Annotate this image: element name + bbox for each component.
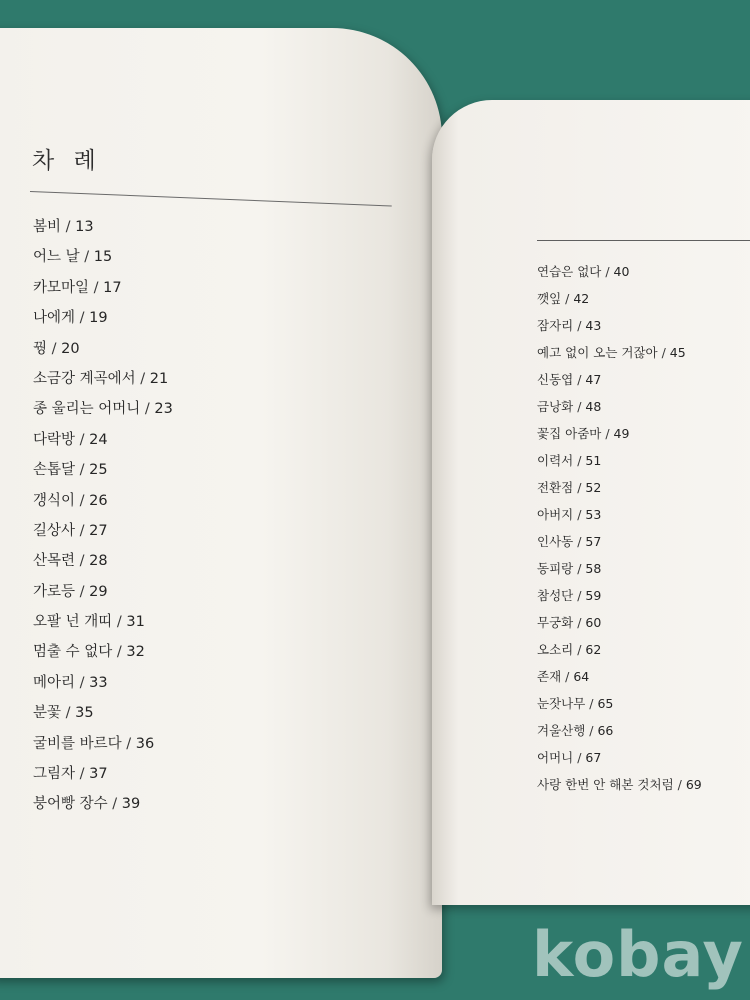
toc-entry <box>33 793 173 823</box>
toc-entry-title: 깻잎 <box>537 291 562 306</box>
toc-entry-title: 무궁화 <box>537 615 574 630</box>
toc-entry <box>33 338 173 368</box>
toc-entry <box>537 424 702 451</box>
toc-entry-title: 존재 <box>537 669 562 684</box>
toc-entry-separator: / <box>107 796 122 813</box>
toc-entry-separator: / <box>135 370 150 387</box>
toc-entry-title: 손톱달 <box>33 462 76 479</box>
toc-entry-separator: / <box>75 310 90 327</box>
toc-entry-separator: / <box>573 507 586 522</box>
toc-entry-separator: / <box>601 264 614 279</box>
toc-entry-page-number: 45 <box>669 345 686 360</box>
toc-entry-title: 사랑 한번 안 해본 것처럼 <box>537 777 674 792</box>
toc-entry-title: 소금강 계곡에서 <box>33 370 136 387</box>
toc-entry-title: 멈출 수 없다 <box>33 644 113 661</box>
toc-entry <box>537 694 702 721</box>
toc-entry <box>537 748 702 775</box>
toc-entry-page-number: 57 <box>585 534 602 549</box>
toc-entry <box>33 550 173 580</box>
toc-entry <box>33 581 173 611</box>
toc-entry-title: 길상사 <box>33 522 76 539</box>
toc-entry-page-number: 49 <box>613 426 630 441</box>
toc-entry-separator: / <box>657 345 670 360</box>
toc-entry-page-number: 36 <box>135 735 155 752</box>
toc-entry <box>33 277 173 307</box>
toc-entry <box>33 490 173 520</box>
toc-entry-title: 분꽃 <box>33 705 62 722</box>
toc-entry <box>33 459 173 489</box>
toc-entry-title: 산목련 <box>33 553 76 570</box>
toc-entry <box>537 613 702 640</box>
toc-entry-page-number: 53 <box>585 507 602 522</box>
toc-entry-title: 어머니 <box>537 750 574 765</box>
toc-entry <box>33 216 173 246</box>
toc-entry-page-number: 32 <box>126 644 145 661</box>
toc-entry-title: 종 울리는 어머니 <box>33 401 141 418</box>
toc-entry-page-number: 25 <box>89 462 108 479</box>
toc-entry <box>537 640 702 667</box>
toc-entry-separator: / <box>573 453 586 468</box>
toc-entry-separator: / <box>75 766 90 783</box>
toc-entry-separator: / <box>673 777 686 792</box>
toc-entry <box>33 429 173 459</box>
toc-entry-page-number: 15 <box>93 249 113 266</box>
toc-entry-title: 겨울산행 <box>537 723 586 738</box>
toc-entry-page-number: 19 <box>89 310 108 327</box>
toc-entry-separator: / <box>585 723 598 738</box>
toc-entry-title: 카모마일 <box>33 279 90 296</box>
toc-entry-title: 그림자 <box>33 766 76 783</box>
toc-entry-separator: / <box>140 401 155 418</box>
toc-entry-page-number: 31 <box>126 614 145 631</box>
toc-entry-page-number: 43 <box>585 318 602 333</box>
toc-entry <box>537 721 702 748</box>
toc-entry-page-number: 69 <box>685 777 702 792</box>
toc-entry <box>33 763 173 793</box>
toc-entry-page-number: 23 <box>154 401 173 418</box>
toc-entry-title: 동피랑 <box>537 561 574 576</box>
toc-entry-page-number: 29 <box>89 583 108 600</box>
toc-entry-page-number: 52 <box>585 480 602 495</box>
toc-entry <box>537 532 702 559</box>
toc-entry <box>537 451 702 478</box>
toc-entry-page-number: 21 <box>149 370 169 387</box>
toc-entry-page-number: 17 <box>103 279 122 296</box>
toc-entry-separator: / <box>75 553 90 570</box>
toc-entry <box>33 611 173 641</box>
toc-entry-page-number: 28 <box>89 553 108 570</box>
toc-entry-title: 꽃집 아줌마 <box>537 426 602 441</box>
toc-entry-separator: / <box>561 669 574 684</box>
toc-entry-page-number: 42 <box>573 291 590 306</box>
toc-entry-page-number: 51 <box>585 453 602 468</box>
toc-entry-page-number: 59 <box>585 588 602 603</box>
toc-entry-separator: / <box>61 705 76 722</box>
toc-entry-title: 이력서 <box>537 453 574 468</box>
toc-entry-title: 오팔 넌 개띠 <box>33 614 113 631</box>
toc-entry-separator: / <box>47 340 62 357</box>
toc-entry <box>33 368 173 398</box>
toc-entry <box>33 246 173 276</box>
toc-entry-title: 예고 없이 오는 거잖아 <box>537 345 658 360</box>
toc-entry <box>33 672 173 702</box>
toc-entry-title: 봄비 <box>33 219 62 235</box>
toc-entry-separator: / <box>573 399 586 414</box>
toc-entry-page-number: 33 <box>89 674 108 691</box>
toc-entry-page-number: 62 <box>585 642 602 657</box>
toc-entry-title: 인사동 <box>537 534 574 549</box>
toc-entry-separator: / <box>75 462 90 479</box>
toc-title: 차 례 <box>32 148 102 174</box>
toc-entry <box>537 343 702 370</box>
toc-entry-title: 갱식이 <box>33 492 76 509</box>
toc-entry-page-number: 47 <box>585 372 602 387</box>
toc-entry-page-number: 40 <box>613 264 630 279</box>
toc-entry-separator: / <box>61 219 76 235</box>
toc-entry-title: 어느 날 <box>33 249 80 266</box>
toc-entry-title: 신동엽 <box>537 372 574 387</box>
toc-entry-page-number: 64 <box>573 669 590 684</box>
toc-entry <box>537 397 702 424</box>
toc-entry <box>33 520 173 550</box>
toc-entry-separator: / <box>561 291 574 306</box>
toc-entry <box>537 505 702 532</box>
toc-entry-separator: / <box>573 588 586 603</box>
toc-entry-title: 아버지 <box>537 507 574 522</box>
toc-entry-separator: / <box>573 561 586 576</box>
toc-entry-page-number: 27 <box>89 522 108 539</box>
toc-entry <box>33 398 173 428</box>
toc-entry-title: 가로등 <box>33 583 76 600</box>
toc-entry-page-number: 67 <box>585 750 602 765</box>
toc-entry <box>33 307 173 337</box>
toc-entry-title: 붕어빵 장수 <box>33 796 108 813</box>
toc-entry-separator: / <box>573 318 586 333</box>
toc-entry-separator: / <box>112 644 127 661</box>
toc-entry-separator: / <box>601 426 614 441</box>
toc-entry-separator: / <box>75 674 90 691</box>
toc-entry-page-number: 58 <box>585 561 602 576</box>
toc-list-right <box>537 262 702 802</box>
toc-entry <box>33 641 173 671</box>
toc-entry-page-number: 13 <box>75 219 94 235</box>
toc-entry-title: 굴비를 바르다 <box>33 735 122 752</box>
toc-entry-separator: / <box>573 372 586 387</box>
toc-entry-separator: / <box>89 279 104 296</box>
toc-entry-page-number: 37 <box>89 766 108 783</box>
toc-list-left <box>33 216 173 824</box>
toc-entry-page-number: 20 <box>61 340 80 357</box>
toc-entry <box>537 289 702 316</box>
kobay-watermark: kobay <box>532 918 744 991</box>
toc-entry-page-number: 26 <box>89 492 108 509</box>
toc-entry-separator: / <box>75 583 90 600</box>
toc-entry-page-number: 24 <box>89 431 108 448</box>
toc-entry <box>537 667 702 694</box>
toc-entry-page-number: 39 <box>121 796 141 813</box>
toc-entry-separator: / <box>573 615 586 630</box>
toc-entry-separator: / <box>573 750 586 765</box>
toc-entry-page-number: 35 <box>75 705 94 722</box>
toc-entry-separator: / <box>112 614 127 631</box>
toc-entry-separator: / <box>573 642 586 657</box>
right-page-rule <box>537 240 750 241</box>
toc-entry-page-number: 60 <box>585 615 602 630</box>
toc-entry <box>537 559 702 586</box>
toc-entry <box>537 370 702 397</box>
toc-entry-title: 금낭화 <box>537 399 574 414</box>
toc-entry-separator: / <box>75 522 90 539</box>
toc-entry-page-number: 66 <box>597 723 614 738</box>
toc-entry-title: 오소리 <box>537 642 574 657</box>
toc-entry-separator: / <box>585 696 598 711</box>
toc-entry <box>537 316 702 343</box>
toc-entry-separator: / <box>573 534 586 549</box>
toc-entry-title: 다락방 <box>33 431 76 448</box>
toc-entry-separator: / <box>75 492 90 509</box>
toc-entry-title: 잠자리 <box>537 318 574 333</box>
toc-entry-title: 메아리 <box>33 674 76 691</box>
toc-entry <box>537 262 702 289</box>
toc-entry <box>537 586 702 613</box>
toc-entry-separator: / <box>75 431 90 448</box>
toc-entry <box>537 478 702 505</box>
toc-entry-title: 꿩 <box>33 340 48 357</box>
toc-entry <box>537 775 702 802</box>
toc-entry-title: 전환점 <box>537 480 574 495</box>
toc-entry-title: 눈잣나무 <box>537 696 586 711</box>
toc-entry-page-number: 48 <box>585 399 602 414</box>
toc-entry-title: 연습은 없다 <box>537 264 602 279</box>
toc-entry-title: 나에게 <box>33 310 76 327</box>
toc-entry-separator: / <box>121 735 136 752</box>
toc-entry-title: 참성단 <box>537 588 574 603</box>
toc-entry-separator: / <box>79 249 94 266</box>
toc-entry <box>33 733 173 763</box>
toc-entry <box>33 702 173 732</box>
toc-entry-separator: / <box>573 480 586 495</box>
toc-entry-page-number: 65 <box>597 696 614 711</box>
